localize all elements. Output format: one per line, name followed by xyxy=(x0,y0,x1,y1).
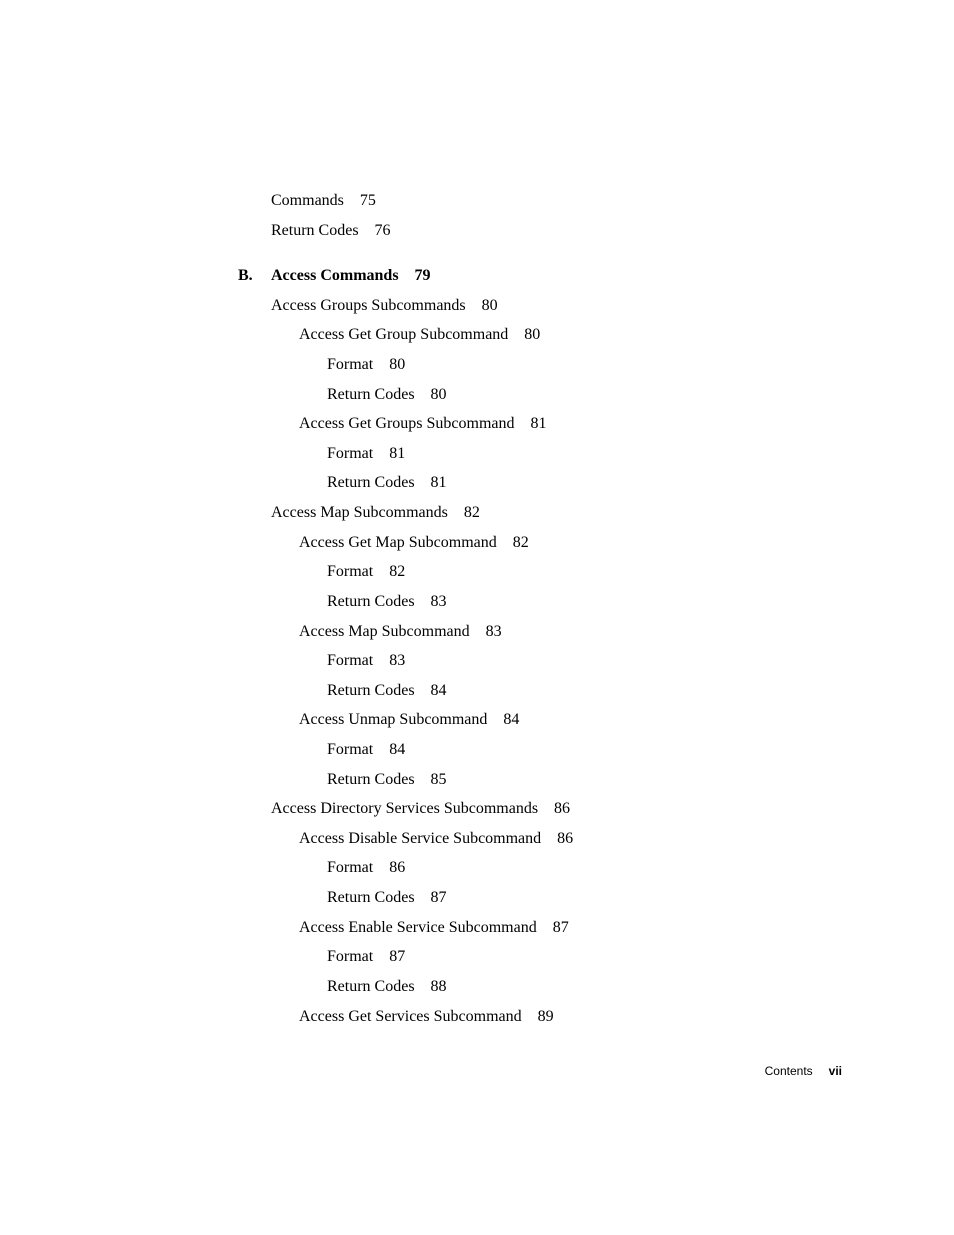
toc-entry-page: 87 xyxy=(552,919,569,936)
toc-entry[interactable] xyxy=(271,503,480,523)
toc-entry-title: Access Get Services Subcommand xyxy=(299,1008,522,1025)
toc-entry-title: Commands xyxy=(271,192,344,209)
toc-entry-title: Return Codes xyxy=(327,386,415,403)
toc-entry-title: Format xyxy=(327,948,374,965)
toc-entry-title: Access Get Groups Subcommand xyxy=(299,415,515,432)
toc-entry-page: 82 xyxy=(463,504,480,521)
toc-entry-page: 81 xyxy=(389,445,406,462)
toc-entry-page: 80 xyxy=(524,326,541,343)
toc-entry-title: Format xyxy=(327,859,374,876)
toc-entry-page: 82 xyxy=(389,563,406,580)
page-footer xyxy=(0,1063,842,1079)
toc-entry[interactable] xyxy=(327,977,447,997)
toc-entry-title: Format xyxy=(327,445,374,462)
toc-entry-page: 84 xyxy=(389,741,406,758)
toc-entry-page: 86 xyxy=(557,830,574,847)
toc-entry-title: Access Directory Services Subcommands xyxy=(271,800,539,817)
toc-entry[interactable] xyxy=(327,473,447,493)
toc-entry[interactable] xyxy=(271,296,498,316)
footer-section-label: Contents xyxy=(764,1064,813,1078)
toc-entry-page: 83 xyxy=(485,623,502,640)
toc-entry[interactable] xyxy=(299,533,529,553)
toc-entry-title: Access Get Map Subcommand xyxy=(299,534,497,551)
toc-entry-page: 85 xyxy=(430,771,447,788)
toc-entry-page: 81 xyxy=(530,415,547,432)
toc-entry[interactable] xyxy=(299,829,573,849)
toc-entry-title: Return Codes xyxy=(327,771,415,788)
toc-entry[interactable] xyxy=(327,740,405,760)
toc-entry[interactable] xyxy=(299,325,540,345)
toc-entry-page: 86 xyxy=(554,800,571,817)
toc-entry[interactable] xyxy=(327,444,405,464)
toc-entry-page: 82 xyxy=(512,534,529,551)
toc-entry-title: Format xyxy=(327,356,374,373)
toc-entry-title: Return Codes xyxy=(327,978,415,995)
toc-entry-page: 86 xyxy=(389,859,406,876)
toc-entry-title: Return Codes xyxy=(271,222,359,239)
toc-entry-page: 83 xyxy=(389,652,406,669)
toc-entry-title: Format xyxy=(327,652,374,669)
toc-entry-title: Access Unmap Subcommand xyxy=(299,711,488,728)
toc-entry-title: Access Groups Subcommands xyxy=(271,297,466,314)
toc-entry-title: Access Enable Service Subcommand xyxy=(299,919,537,936)
toc-entry[interactable] xyxy=(327,858,405,878)
toc-entry[interactable] xyxy=(327,770,447,790)
toc-entry-page: 84 xyxy=(430,682,447,699)
chapter-page: 79 xyxy=(414,267,431,284)
toc-entry[interactable] xyxy=(327,592,447,612)
footer-page-number: vii xyxy=(828,1064,842,1078)
toc-entry-page: 76 xyxy=(374,222,391,239)
toc-entry[interactable] xyxy=(327,355,405,375)
toc-entry-page: 87 xyxy=(430,889,447,906)
toc-entry-title: Return Codes xyxy=(327,593,415,610)
toc-entry-title: Format xyxy=(327,741,374,758)
toc-entry-page: 89 xyxy=(537,1008,554,1025)
toc-entry-page: 88 xyxy=(430,978,447,995)
toc-entry-title: Access Get Group Subcommand xyxy=(299,326,509,343)
toc-entry[interactable] xyxy=(327,385,447,405)
toc-entry[interactable] xyxy=(327,681,447,701)
toc-entry-page: 80 xyxy=(389,356,406,373)
toc-entry-title: Return Codes xyxy=(327,682,415,699)
toc-entry-page: 80 xyxy=(430,386,447,403)
toc-entry-page: 81 xyxy=(430,474,447,491)
chapter-letter: B. xyxy=(238,267,253,284)
toc-entry[interactable] xyxy=(271,191,376,211)
toc-entry[interactable] xyxy=(299,918,569,938)
toc-entry-page: 83 xyxy=(430,593,447,610)
toc-entry[interactable] xyxy=(327,888,447,908)
toc-entry[interactable] xyxy=(299,710,519,730)
toc-entry[interactable] xyxy=(299,414,547,434)
toc-entry-page: 80 xyxy=(481,297,498,314)
toc-entry[interactable] xyxy=(327,947,405,967)
toc-entry[interactable] xyxy=(327,651,405,671)
toc-entry-page: 75 xyxy=(359,192,376,209)
toc-entry[interactable] xyxy=(299,622,502,642)
toc-entry[interactable] xyxy=(271,221,391,241)
toc-entry-title: Format xyxy=(327,563,374,580)
chapter-title: Access Commands xyxy=(271,267,399,284)
toc-entry-title: Access Disable Service Subcommand xyxy=(299,830,542,847)
chapter-title-group xyxy=(271,266,431,286)
toc-entry-title: Access Map Subcommands xyxy=(271,504,448,521)
toc-entry-title: Return Codes xyxy=(327,889,415,906)
toc-entry-page: 84 xyxy=(503,711,520,728)
toc-entry-page: 87 xyxy=(389,948,406,965)
toc-entry[interactable] xyxy=(271,799,570,819)
toc-entry[interactable] xyxy=(327,562,405,582)
toc-entry-title: Access Map Subcommand xyxy=(299,623,470,640)
toc-entry[interactable] xyxy=(299,1007,554,1027)
toc-entry-title: Return Codes xyxy=(327,474,415,491)
